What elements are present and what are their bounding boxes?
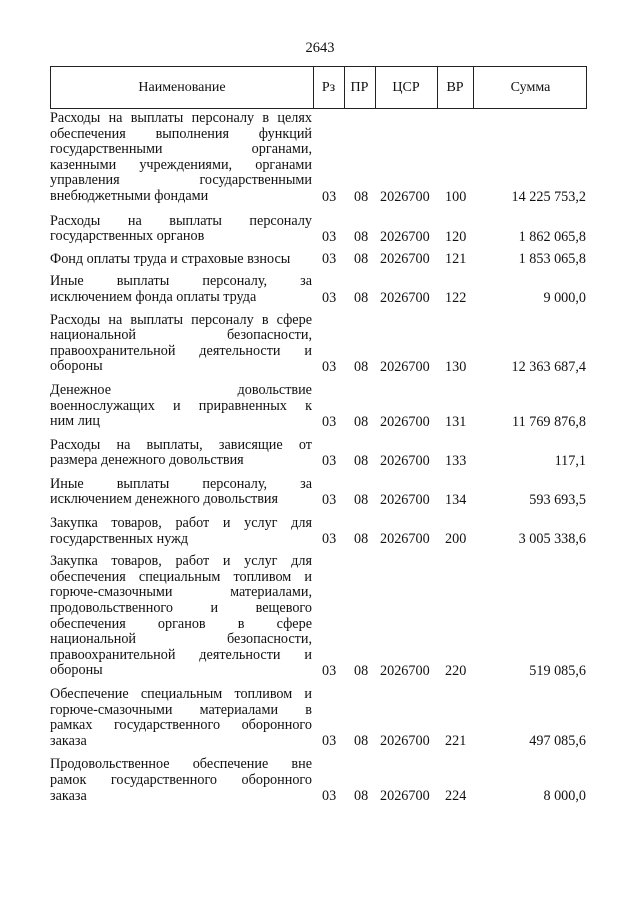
row-rz: 03: [322, 492, 337, 509]
row-name-line: рамок государственного оборонного: [50, 771, 312, 788]
row-sum: 14 225 753,2: [511, 188, 586, 205]
row-csr: 2026700: [380, 251, 430, 268]
row-pr: 08: [354, 733, 369, 750]
row-rz: 03: [322, 531, 337, 548]
row-rz: 03: [322, 358, 337, 375]
row-name-line: Обеспечение специальным топливом и: [50, 686, 312, 702]
row-csr: 2026700: [380, 733, 430, 750]
row-rz: 03: [322, 228, 337, 245]
row-pr: 08: [354, 358, 369, 375]
row-name-line: обороны: [50, 662, 103, 679]
row-vr: 131: [445, 413, 467, 430]
table-row: [50, 383, 590, 430]
row-csr: 2026700: [380, 663, 430, 679]
row-name-line: Расходы на выплаты, зависящие от: [50, 436, 312, 453]
row-name-line: горюче-смазочными материалами в: [50, 701, 312, 718]
row-sum: 8 000,0: [543, 788, 586, 805]
table-row: [50, 313, 590, 375]
row-sum: 1 853 065,8: [518, 251, 586, 268]
row-sum: 117,1: [554, 452, 586, 469]
row-pr: 08: [354, 492, 369, 509]
row-name-line: заказа: [50, 732, 87, 749]
row-name: [50, 313, 312, 375]
row-name-line: исключением денежного довольствия: [50, 491, 279, 508]
header-pr: ПР: [350, 80, 369, 95]
table-row: [50, 438, 590, 469]
row-name-line: Иные выплаты персоналу, за: [50, 475, 312, 492]
row-name: [50, 214, 312, 245]
row-name-line: национальной безопасности,: [50, 631, 312, 648]
row-vr: 121: [445, 251, 467, 268]
row-name-line: государственных нужд: [50, 530, 189, 547]
row-rz: 03: [322, 251, 337, 268]
row-name-line: продовольственного и вещевого: [50, 600, 312, 617]
row-name-line: Продовольственное обеспечение вне: [50, 756, 312, 773]
table-row: [50, 554, 590, 679]
row-name-line: обеспечения выполнения функций: [50, 125, 312, 142]
row-pr: 08: [354, 188, 369, 205]
row-name-line: горюче-смазочными материалами,: [50, 584, 312, 601]
row-rz: 03: [322, 733, 337, 750]
row-csr: 2026700: [380, 531, 430, 548]
row-name: [50, 274, 312, 305]
table-row: [50, 516, 590, 547]
table-row: [50, 757, 590, 804]
row-sum: 519 085,6: [529, 663, 586, 679]
row-pr: 08: [354, 228, 369, 245]
row-vr: 130: [445, 358, 467, 375]
row-vr: 221: [445, 733, 467, 750]
row-name: [50, 252, 312, 268]
row-sum: 12 363 687,4: [511, 358, 586, 375]
row-pr: 08: [354, 413, 369, 430]
row-rz: 03: [322, 289, 337, 306]
row-name-line: правоохранительной деятельности и: [50, 342, 312, 359]
row-rz: 03: [322, 663, 337, 679]
row-sum: 497 085,6: [529, 733, 586, 750]
row-name: [50, 757, 312, 804]
row-vr: 224: [445, 788, 467, 805]
row-vr: 122: [445, 289, 467, 306]
header-rz: Рз: [321, 80, 336, 95]
row-vr: 120: [445, 228, 467, 245]
row-csr: 2026700: [380, 492, 430, 509]
row-name-line: Фонд оплаты труда и страховые взносы: [50, 250, 291, 267]
row-name-line: Закупка товаров, работ и услуг для: [50, 553, 312, 570]
table-row: [50, 214, 590, 245]
row-name-line: исключением фонда оплаты труда: [50, 288, 257, 305]
header-name: Наименование: [138, 80, 226, 95]
row-rz: 03: [322, 188, 337, 205]
row-name-line: Закупка товаров, работ и услуг для: [50, 515, 312, 532]
row-pr: 08: [354, 251, 369, 268]
row-csr: 2026700: [380, 228, 430, 245]
row-name-line: размера денежного довольствия: [50, 452, 244, 469]
row-csr: 2026700: [380, 413, 430, 430]
row-csr: 2026700: [380, 358, 430, 375]
row-name: [50, 438, 312, 469]
table-row: [50, 252, 590, 268]
row-sum: 3 005 338,6: [518, 531, 586, 548]
row-vr: 200: [445, 531, 467, 548]
row-name-line: Денежное довольствие: [50, 381, 312, 398]
row-pr: 08: [354, 663, 369, 679]
row-name-line: ним лиц: [50, 413, 100, 430]
row-name-line: Расходы на выплаты персоналу в сфере: [50, 311, 312, 328]
table-row: [50, 477, 590, 508]
row-sum: 9 000,0: [543, 289, 586, 306]
row-name-line: государственными органами,: [50, 141, 312, 158]
row-rz: 03: [322, 788, 337, 805]
row-name-line: Иные выплаты персоналу, за: [50, 273, 312, 290]
row-name: [50, 554, 312, 679]
header-sum: Сумма: [510, 80, 551, 95]
row-name-line: казенными учреждениями, органами: [50, 156, 312, 173]
row-sum: 11 769 876,8: [512, 413, 586, 430]
row-name: [50, 516, 312, 547]
row-csr: 2026700: [380, 788, 430, 805]
table-row: [50, 687, 590, 749]
row-name-line: обороны: [50, 358, 103, 375]
table-body: [50, 111, 590, 804]
row-name-line: обеспечения органов в сфере: [50, 615, 312, 632]
row-name: [50, 111, 312, 205]
row-name-line: правоохранительной деятельности и: [50, 646, 312, 663]
row-csr: 2026700: [380, 452, 430, 469]
table-row: [50, 274, 590, 305]
row-sum: 1 862 065,8: [518, 228, 586, 245]
row-csr: 2026700: [380, 289, 430, 306]
row-name: [50, 477, 312, 508]
row-name-line: заказа: [50, 787, 87, 804]
row-name-line: управления государственными: [50, 172, 312, 189]
row-sum: 593 693,5: [529, 492, 586, 509]
row-vr: 134: [445, 492, 467, 509]
row-name-line: Расходы на выплаты персоналу: [50, 212, 312, 229]
row-name-line: государственных органов: [50, 228, 205, 245]
row-name-line: рамках государственного оборонного: [50, 717, 312, 734]
row-name-line: военнослужащих и приравненных к: [50, 397, 312, 414]
page-number: 2643: [305, 40, 335, 56]
table-row: [50, 111, 590, 205]
header-csr: ЦСР: [392, 80, 420, 95]
row-pr: 08: [354, 788, 369, 805]
row-pr: 08: [354, 531, 369, 548]
row-csr: 2026700: [380, 188, 430, 205]
row-name-line: национальной безопасности,: [50, 327, 312, 344]
row-pr: 08: [354, 289, 369, 306]
row-name-line: внебюджетными фондами: [50, 187, 209, 204]
table-header: [50, 66, 587, 109]
row-rz: 03: [322, 452, 337, 469]
row-name-line: Расходы на выплаты персоналу в целях: [50, 110, 312, 126]
row-name: [50, 383, 312, 430]
row-pr: 08: [354, 452, 369, 469]
row-vr: 100: [445, 188, 467, 205]
row-name: [50, 687, 312, 749]
row-rz: 03: [322, 413, 337, 430]
row-name-line: обеспечения специальным топливом и: [50, 568, 312, 585]
header-vr: ВР: [446, 80, 464, 95]
row-vr: 220: [445, 663, 467, 679]
row-vr: 133: [445, 452, 467, 469]
